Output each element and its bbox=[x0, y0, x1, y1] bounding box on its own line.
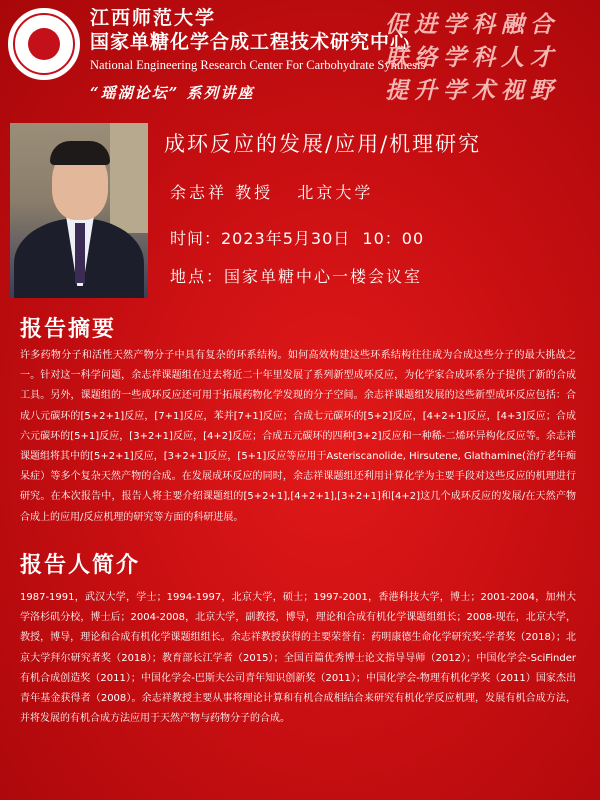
talk-time: 时间：2023年5月30日 10：00 bbox=[170, 229, 425, 248]
bio-heading: 报告人简介 bbox=[20, 553, 141, 578]
lecture-series: “瑶湖论坛” 系列讲座 bbox=[90, 84, 255, 102]
abstract-heading: 报告摘要 bbox=[20, 317, 117, 342]
header bbox=[90, 6, 425, 73]
logo-emblem bbox=[28, 28, 60, 60]
center-name-cn: 国家单糖化学合成工程技术研究中心 bbox=[90, 31, 411, 53]
university-name: 江西师范大学 bbox=[90, 7, 217, 29]
speaker-line: 余志祥 教授 北京大学 bbox=[170, 183, 374, 202]
bio-text: 1987-1991，武汉大学，学士；1994-1997，北京大学，硕士；1997-2001，香港科技大学，博士；2001-2004，加州大学洛杉矶分校，博士后；2004-2008，北京大学，副教授，博导，理论和合成有机化学课题组组长；2008-现在，北京大学，教授，博导，理论和合成有机化学课题组组长。余志祥教授获得的主要荣誉有：药明康德生命化学研究奖-学者奖（2018）；北京大学拜尔研究者奖（2018）；教育部长江学者（2015）；全国百篇优秀博士论文指导导师（2012）；中国化学会-SciFinder有机合成创造奖（2011）；中国化学会-巴斯夫公司青年知识创新奖（2011）；中国化学会-物理有机化学奖（2011）国家杰出青年基金获得者（2008）。余志祥教授主要从事将理论计算和有机合成相结合来研究有机化学反应机理，发展有机合成方法，并将发展的有机合成方法应用于天然产物与药物分子的合成。 bbox=[20, 592, 576, 725]
abstract-text: 许多药物分子和活性天然产物分子中具有复杂的环系结构。如何高效构建这些环系结构往往成为合成这些分子的最大挑战之一。针对这一科学问题，余志祥课题组在过去将近二十年里发展了系列新型成环反应，为化学家合成环系分子提供了新的合成工具。另外，课题组的一些成环反应还可用于拓展药物化学发现的分子空间。余志祥课题组发展的这些新型成环反应包括：合成八元碳环的[5+2+1]反应，[7+1]反应，苯并[7+1]反应；合成七元碳环的[5+2]反应，[4+2+1]反应，[4+3]反应；合成六元碳环的[5+1]反应，[3+2+1]反应，[4+2]反应；合成五元碳环的四种[3+2]反应和一种稀-二烯环异构化反应等。余志祥课题组将其中的[5+2+1]反应，[3+2+1]反应，[5+1]反应等应用于Asteriscanolide, Hirsutene, Glathamine(治疗老年痴呆症）等多个复杂天然产物的合成。在发展成环反应的同时，余志祥课题组还利用计算化学为主要手段对这些反应的机理进行研究。在本次报告中，报告人将主要介绍课题组的[5+2+1],[4+2+1],[3+2+1]和[4+2]这几个成环反应的发展/在天然产物合成上的应用/反应机理的研究等方面的科研进展。 bbox=[20, 350, 576, 523]
logo-ring bbox=[13, 13, 75, 75]
slogan: 促进学科融合 联络学科人才 提升学术视野 bbox=[385, 11, 559, 104]
center-name-en: National Engineering Research Center For Carbohydrate Synthesis bbox=[90, 58, 426, 72]
talk-title: 成环反应的发展/应用/机理研究 bbox=[164, 132, 482, 156]
university-logo bbox=[8, 8, 80, 80]
speaker-photo bbox=[10, 123, 148, 298]
talk-place: 地点：国家单糖中心一楼会议室 bbox=[170, 267, 423, 286]
